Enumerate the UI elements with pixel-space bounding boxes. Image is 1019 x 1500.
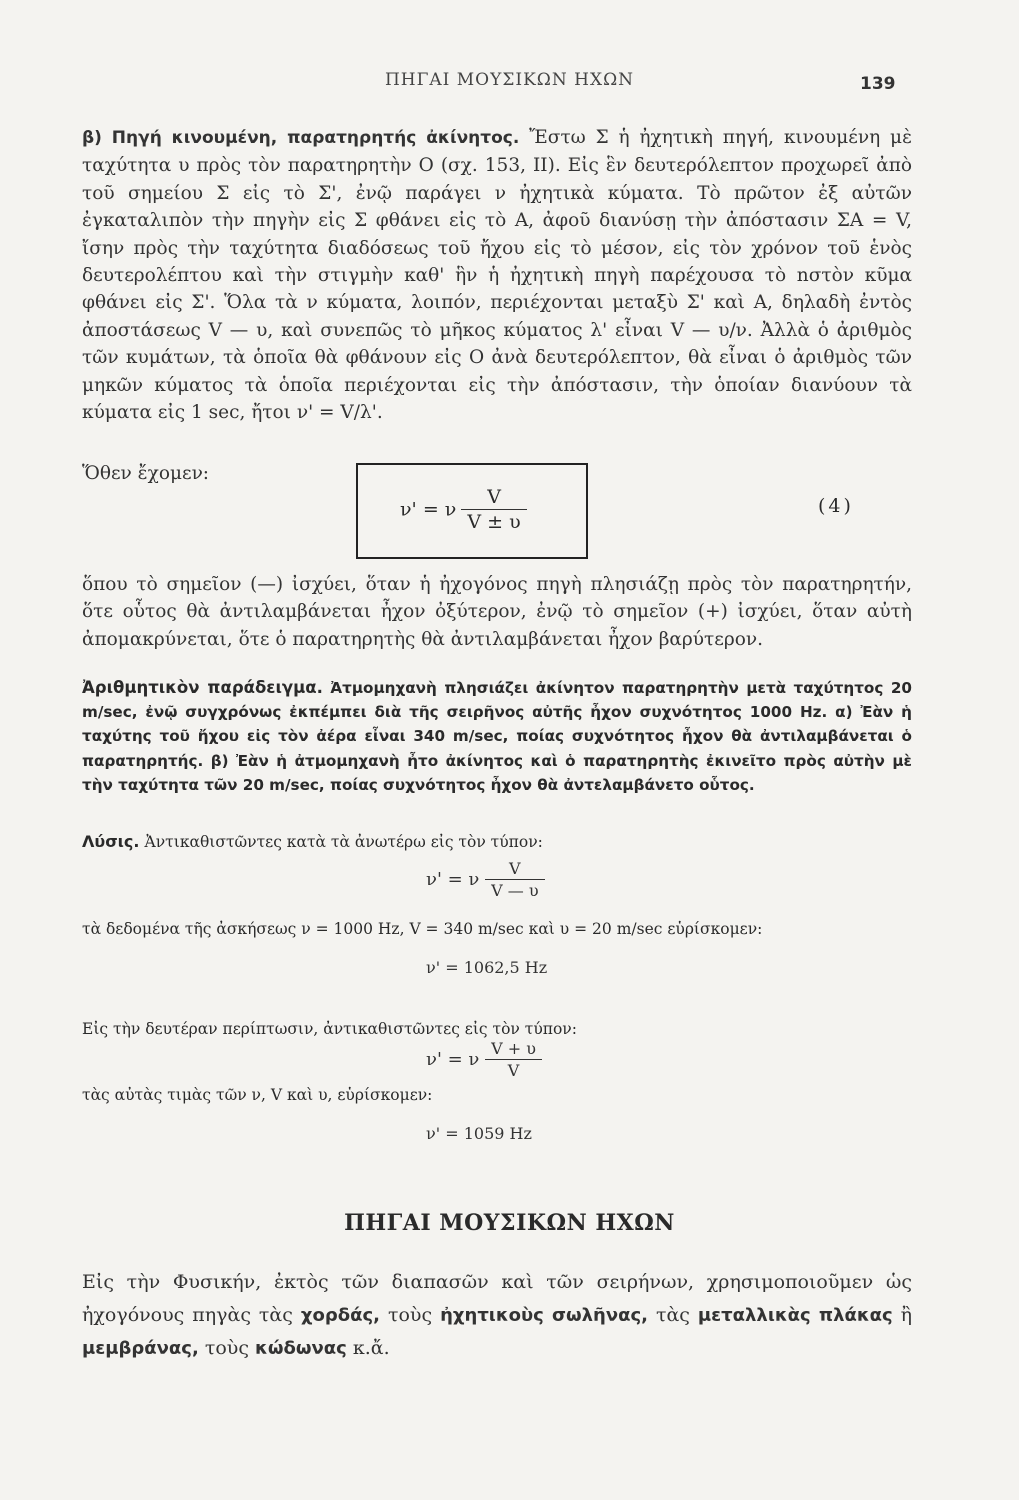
example-text: Ἀτμομηχανὴ πλησιάζει ἀκίνητον παρατηρητὴν μετὰ ταχύτητος 20 m/sec, ἐνῷ συγχρόνως ἐκπέμπει διὰ τῆς σειρῆνος αὐτῆς ἦχον συχνότητος 1000 Hz. α) Ἐὰν ἡ ταχύτης τοῦ ἤχου εἰς τὸν ἀέρα εἶναι 340 m/sec, ποίας συχνότητος ἦχον θὰ ἀντιλαμβάνεται ὁ παρατηρητής. β) Ἐὰν ἡ ἀτμομηχανὴ ἦτο ἀκίνητος καὶ ὁ παρατηρητὴς ἐκινεῖτο πρὸς αὐτὴν μὲ τὴν ταχύτητα τῶν 20 m/sec, ποίας συχνότητος ἦχον θὰ ἀντελαμβάνετο οὗτος. — [82, 679, 912, 794]
section-2-text-d: ἢ — [900, 1304, 913, 1326]
numerical-example — [82, 676, 912, 797]
term-membranes: μεμβράνας, — [82, 1338, 199, 1359]
solution-formula-2-num: V + υ — [485, 1038, 542, 1060]
section-2-text-a: Εἰς τὴν Φυσικήν, ἐκτὸς τῶν διαπασῶν καὶ τῶν σειρήνων, χρησιμοποιοῦμεν ὡς ἠχογόνους πηγὰς τὰς — [82, 1271, 912, 1326]
formula-box — [356, 463, 588, 559]
solution-formula-2-den: V — [507, 1061, 520, 1080]
formula-numerator: V — [461, 485, 526, 510]
term-bells: κώδωνας — [255, 1338, 347, 1359]
solution-formula-2-fraction — [485, 1038, 542, 1081]
section-2-text-b: τοὺς — [387, 1304, 433, 1326]
term-pipes: ἠχητικοὺς σωλῆνας, — [440, 1305, 648, 1326]
formula-intro: Ὅθεν ἔχομεν: — [82, 463, 210, 484]
section-2-paragraph — [82, 1266, 912, 1365]
equation-number: (4) — [818, 495, 854, 517]
solution-formula-1-lhs: ν' = ν — [426, 869, 480, 890]
running-header: ΠΗΓΑΙ ΜΟΥΣΙΚΩΝ ΗΧΩΝ — [384, 70, 635, 90]
solution-formula-2-lhs: ν' = ν — [426, 1049, 480, 1070]
solution-data-line: τὰ δεδομένα τῆς ἀσκήσεως ν = 1000 Hz, V = 340 m/sec καὶ υ = 20 m/sec εὑρίσκομεν: — [82, 920, 763, 938]
solution-second-intro: Εἰς τὴν δευτέραν περίπτωσιν, ἀντικαθιστῶντες εἰς τὸν τύπον: — [82, 1020, 577, 1038]
solution-formula-1 — [426, 858, 545, 901]
term-plates: μεταλλικὰς πλάκας — [697, 1305, 893, 1326]
explanation-paragraph: ὅπου τὸ σημεῖον (—) ἰσχύει, ὅταν ἡ ἠχογόνος πηγὴ πλησιάζῃ πρὸς τὸν παρατηρητήν, ὅτε οὗτος θὰ ἀντιλαμβάνεται ἦχον ὀξύτερον, ἐνῷ τὸ σημεῖον (+) ἰσχύει, ὅταν αὐτὴ ἀπομακρύνεται, ὅτε ὁ παρατηρητὴς θὰ ἀντιλαμβάνεται ἦχον βαρύτερον. — [82, 574, 912, 650]
formula-lhs: ν' = ν — [400, 498, 457, 521]
section-2-text-c: τὰς — [655, 1304, 690, 1326]
solution-intro: Ἀντικαθιστῶντες κατὰ τὰ ἀνωτέρω εἰς τὸν τύπον: — [144, 833, 543, 851]
solution-values-line: τὰς αὐτὰς τιμὰς τῶν ν, V καὶ υ, εὑρίσκομεν: — [82, 1086, 433, 1104]
solution-result-2: ν' = 1059 Hz — [426, 1124, 532, 1143]
solution-formula-1-den: V — υ — [491, 881, 539, 900]
solution-intro-line — [82, 832, 912, 851]
section-title: ΠΗΓΑΙ ΜΟΥΣΙΚΩΝ ΗΧΩΝ — [344, 1210, 675, 1236]
formula-fraction — [461, 485, 526, 534]
page-number: 139 — [860, 74, 896, 94]
section-2-text-e: τοὺς — [204, 1337, 249, 1359]
section-b-heading: β) Πηγή κινουμένη, παρατηρητής ἀκίνητος. — [82, 128, 520, 148]
example-heading: Ἀριθμητικὸν παράδειγμα. — [82, 678, 323, 697]
term-strings: χορδάς, — [300, 1305, 380, 1326]
solution-formula-2 — [426, 1038, 542, 1081]
solution-formula-1-num: V — [485, 858, 544, 880]
section-b-text: Ἔστω Σ ἡ ἠχητικὴ πηγή, κινουμένη μὲ ταχύτητα υ πρὸς τὸν παρατηρητὴν Ο (σχ. 153, ΙΙ). Εἰς ἓν δευτερόλεπτον προχωρεῖ ἀπὸ τοῦ σημείου Σ εἰς τὸ Σ', ἐνῷ παράγει ν ἠχητικὰ κύματα. Τὸ πρῶτον ἐξ αὐτῶν ἐγκαταλιπὸν τὴν πηγὴν εἰς Σ φθάνει εἰς τὸ Α, ἀφοῦ διανύσῃ τὴν ἀπόστασιν ΣΑ = V, ἴσην πρὸς τὴν ταχύτητα διαδόσεως τοῦ ἤχου εἰς τὸ μέσον, εἰς τὸν χρόνον τοῦ ἑνὸς δευτερολέπτου καὶ τὴν στιγμὴν καθ' ἣν ἡ ἠχητικὴ πηγὴ παρέχουσα τὸ nστὸν κῦμα φθάνει εἰς Σ'. Ὅλα τὰ ν κύματα, λοιπόν, περιέχονται μεταξὺ Σ' καὶ Α, δηλαδὴ ἐντὸς ἀποστάσεως V — υ, καὶ συνεπῶς τὸ μῆκος κύματος λ' εἶναι V — υ/ν. Ἀλλὰ ὁ ἀριθμὸς τῶν κυμάτων, τὰ ὁποῖα θὰ φθάνουν εἰς Ο ἀνὰ δευτερόλεπτον, θὰ εἶναι ὁ ἀριθμὸς τῶν μηκῶν κύματος τὰ ὁποῖα περιέχονται εἰς τὴν ἀπόστασιν, τὴν ὁποίαν διανύουν τὰ κύματα εἰς 1 sec, ἤτοι ν' = V/λ'. — [82, 127, 912, 424]
section-b-paragraph — [82, 124, 912, 426]
section-2-text-f: κ.ἄ. — [352, 1337, 390, 1359]
solution-formula-1-fraction — [485, 858, 544, 901]
solution-result-1: ν' = 1062,5 Hz — [426, 958, 548, 977]
formula-denominator: V ± υ — [467, 511, 521, 533]
solution-label: Λύσις. — [82, 832, 140, 851]
